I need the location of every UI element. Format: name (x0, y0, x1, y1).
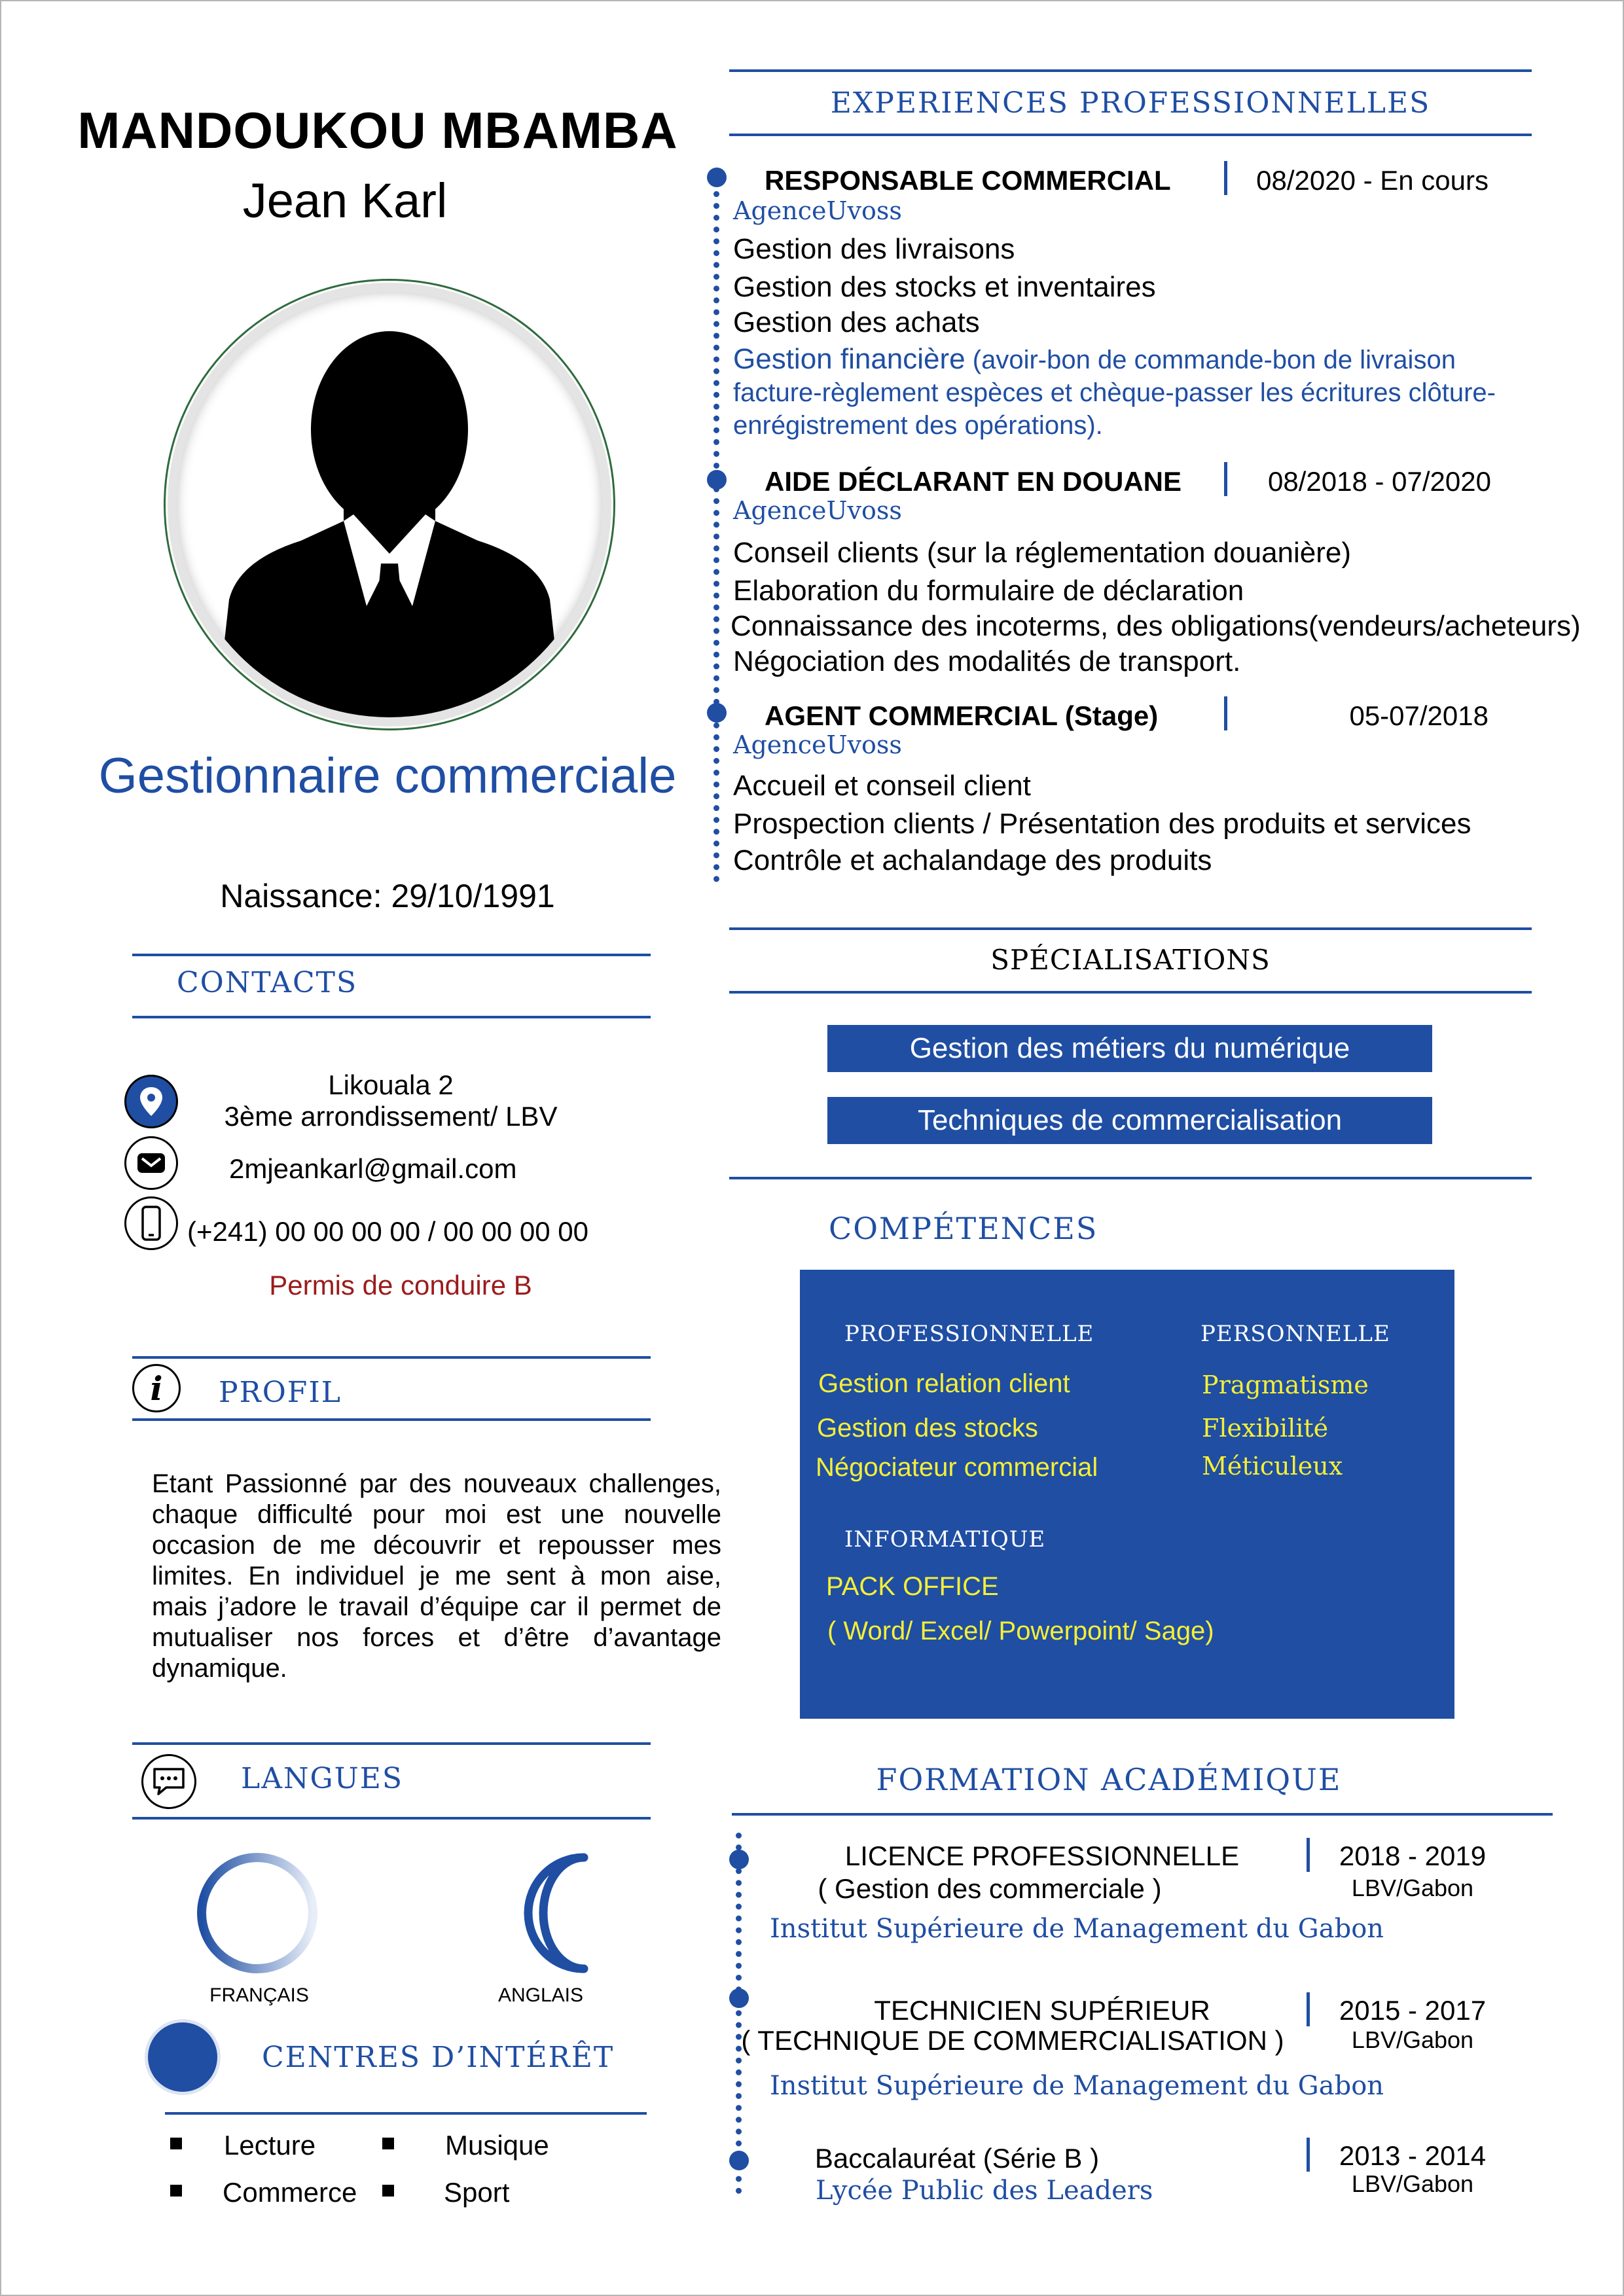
bullet (382, 2185, 394, 2197)
separator (1224, 462, 1227, 496)
separator (1224, 161, 1227, 195)
skill-item: Flexibilité (1202, 1414, 1329, 1443)
bullet (170, 2185, 182, 2197)
specialisations-title: SPÉCIALISATIONS (990, 944, 1271, 976)
skill-item: Pragmatisme (1202, 1371, 1369, 1399)
task-finance (733, 343, 1506, 442)
last-name: MANDOUKOU MBAMBA (77, 101, 678, 159)
job-title: RESPONSABLE COMMERCIAL (765, 165, 1171, 196)
divider (729, 927, 1532, 930)
task: Gestion des livraisons (733, 233, 1015, 265)
company: AgenceUvoss (733, 196, 902, 225)
task: Connaissance des incoterms, des obligations(vendeurs/acheteurs) (731, 610, 1581, 642)
finance-main: Gestion financière (733, 343, 965, 375)
divider (729, 1177, 1532, 1179)
skill-item: Négociateur commercial (816, 1453, 1098, 1482)
school: Institut Supérieure de Management du Gabon (770, 1914, 1384, 1944)
divider (132, 1016, 651, 1018)
timeline-dot (729, 2151, 749, 2170)
location-icon (124, 1075, 178, 1128)
mail-icon (124, 1136, 178, 1190)
address-line1: Likouala 2 (328, 1069, 454, 1100)
divider (729, 134, 1532, 136)
school: Institut Supérieure de Management du Gabon (770, 2071, 1384, 2101)
timeline-dot (729, 1850, 749, 1869)
task: Négociation des modalités de transport. (733, 645, 1241, 677)
job-title: AGENT COMMERCIAL (Stage) (765, 700, 1159, 731)
timeline-dot (707, 470, 727, 490)
task: Gestion des achats (733, 306, 980, 338)
divider (165, 2112, 647, 2115)
degree-title: LICENCE PROFESSIONNELLE (844, 1840, 1240, 1871)
divider (132, 1817, 651, 1820)
interest-item: Musique (445, 2130, 549, 2161)
divider (729, 69, 1532, 72)
education-place: LBV/Gabon (1351, 2026, 1474, 2053)
interest-item: Lecture (224, 2130, 316, 2161)
language-english-label: ANGLAIS (497, 1984, 584, 2006)
separator (1307, 1992, 1310, 2026)
interest-item: Sport (444, 2177, 510, 2208)
language-level-french (195, 1851, 319, 1975)
experiences-title: EXPERIENCES PROFESSIONNELLES (830, 86, 1431, 120)
education-years: 2015 - 2017 (1339, 1995, 1487, 2026)
email[interactable]: 2mjeankarl@gmail.com (229, 1153, 517, 1184)
bullet (382, 2138, 394, 2149)
language-level-english (479, 1851, 604, 1975)
company: AgenceUvoss (733, 496, 902, 525)
skills-title: COMPÉTENCES (829, 1211, 1098, 1246)
job-title: AIDE DÉCLARANT EN DOUANE (765, 466, 1182, 497)
skill-item: ( Word/ Excel/ Powerpoint/ Sage) (827, 1617, 1214, 1645)
skill-item: Gestion des stocks (817, 1414, 1038, 1443)
languages-title: LANGUES (241, 1762, 403, 1795)
divider (132, 1418, 651, 1421)
profile-title: PROFIL (219, 1376, 342, 1409)
interest-item: Commerce (223, 2177, 357, 2208)
job-dates: 05-07/2018 (1349, 700, 1489, 731)
phone-icon (124, 1196, 178, 1250)
contacts-title: CONTACTS (177, 966, 358, 999)
degree-title: TECHNICIEN SUPÉRIEUR (874, 1995, 1210, 2026)
education-place: LBV/Gabon (1351, 1874, 1474, 1901)
separator (1307, 2138, 1310, 2172)
task: Prospection clients / Présentation des produits et services (733, 808, 1471, 840)
interests-icon (148, 2022, 217, 2092)
divider (729, 991, 1532, 994)
finance-detail: (avoir-bon de commande-bon de livraison facture-règlement espèces et chèque-passer les écritures clôture-enrégistrement des opérations). (733, 346, 1496, 440)
separator (1307, 1838, 1310, 1872)
degree-title: Baccalauréat (Série B ) (814, 2143, 1100, 2174)
birth-date: Naissance: 29/10/1991 (220, 878, 555, 914)
address-line2: 3ème arrondissement/ LBV (224, 1101, 558, 1132)
task: Elaboration du formulaire de déclaration (733, 575, 1244, 607)
info-icon: i (132, 1364, 181, 1412)
task: Conseil clients (sur la réglementation douanière) (733, 537, 1352, 569)
skills-it-title: INFORMATIQUE (844, 1526, 1046, 1552)
timeline-dot (729, 1988, 749, 2008)
timeline-dot (707, 168, 727, 187)
skill-item: Gestion relation client (818, 1369, 1070, 1398)
timeline-dot (707, 703, 727, 723)
specialisation-item: Techniques de commercialisation (827, 1097, 1432, 1144)
skills-professional-title: PROFESSIONNELLE (844, 1321, 1094, 1347)
school: Lycée Public des Leaders (816, 2176, 1153, 2206)
bullet (170, 2138, 182, 2149)
task: Accueil et conseil client (733, 770, 1031, 802)
chat-icon (141, 1754, 196, 1809)
skills-personal-title: PERSONNELLE (1200, 1321, 1390, 1347)
job-dates: 08/2020 - En cours (1256, 165, 1489, 196)
divider (132, 1742, 651, 1745)
language-french-label: FRANÇAIS (209, 1984, 309, 2006)
task: Contrôle et achalandage des produits (733, 844, 1212, 876)
education-years: 2013 - 2014 (1339, 2140, 1487, 2171)
company: AgenceUvoss (733, 730, 902, 759)
profile-text: Etant Passionné par des nouveaux challenges, chaque difficulté pour moi est une nouvelle occasion de me découvrir et repousser mes limites. En individuel je me sent à mon aise, mais j’adore le travail d’équipe car il permet de mutualiser nos forces et d’être d’avantage dynamique. (152, 1469, 721, 1683)
separator (1224, 696, 1227, 730)
divider (132, 954, 651, 956)
education-title: FORMATION ACADÉMIQUE (876, 1762, 1342, 1797)
skill-item: PACK OFFICE (826, 1572, 999, 1601)
interests-title: CENTRES D’INTÉRÊT (262, 2041, 615, 2074)
education-years: 2018 - 2019 (1339, 1840, 1487, 1871)
profile-photo (177, 292, 602, 717)
specialisation-item: Gestion des métiers du numérique (827, 1025, 1432, 1072)
task: Gestion des stocks et inventaires (733, 271, 1156, 303)
skill-item: Méticuleux (1202, 1452, 1343, 1480)
degree-subtitle: ( TECHNIQUE DE COMMERCIALISATION ) (741, 2025, 1284, 2056)
job-dates: 08/2018 - 07/2020 (1268, 466, 1491, 497)
degree-subtitle: ( Gestion des commerciale ) (818, 1873, 1162, 1904)
phone[interactable]: (+241) 00 00 00 00 / 00 00 00 00 (187, 1216, 588, 1247)
divider (132, 1356, 651, 1359)
first-name: Jean Karl (242, 173, 448, 228)
job-title: Gestionnaire commerciale (98, 748, 677, 804)
education-place: LBV/Gabon (1351, 2170, 1474, 2197)
divider (732, 1813, 1553, 1816)
education-timeline (736, 1833, 742, 2194)
experience-timeline (713, 179, 719, 882)
driving-license: Permis de conduire B (269, 1270, 532, 1300)
